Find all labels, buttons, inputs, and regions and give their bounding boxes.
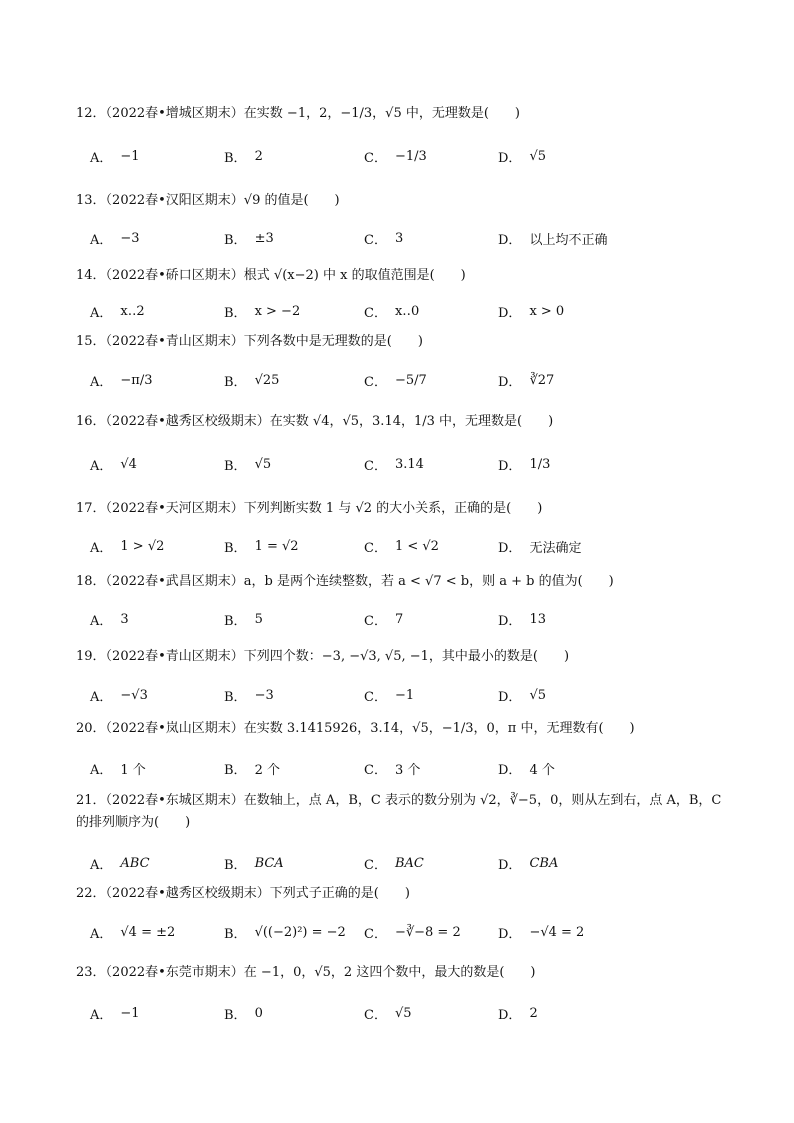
options-row [90,533,710,559]
option-text: 1 < √2 [394,538,439,554]
option-letter: A． [90,689,113,705]
option-text: CBA [529,855,559,871]
option-letter: A． [90,613,113,629]
question-stem: 22．（2022春•越秀区校级期末）下列式子正确的是( ) [76,886,410,901]
option-b[interactable] [224,919,346,945]
option-letter: B． [224,540,247,556]
option-text: 无法确定 [529,540,582,556]
option-text: −3 [120,230,140,246]
option-a[interactable] [90,143,140,169]
option-text: BAC [394,855,424,871]
option-c[interactable] [364,367,427,393]
option-a[interactable] [90,919,175,945]
option-text: √5 [529,687,546,703]
options-row [90,850,710,876]
option-letter: A． [90,150,113,166]
option-letter: B． [224,374,247,390]
option-text: 2 个 [254,762,280,778]
option-d[interactable] [498,533,581,559]
option-text: −1/3 [394,148,427,164]
option-letter: C． [364,689,387,705]
option-text: −√4 = 2 [529,924,585,940]
option-letter: D． [498,458,522,474]
option-text: 1 个 [120,762,146,778]
option-text: √((−2)²) = −2 [254,924,346,940]
option-b[interactable] [224,451,271,477]
option-text: 1 > √2 [120,538,165,554]
option-text: 3 [120,611,129,627]
option-letter: B． [224,232,247,248]
option-text: 1/3 [529,456,551,472]
option-letter: C． [364,305,387,321]
option-c[interactable] [364,606,403,632]
option-letter: C． [364,613,387,629]
option-d[interactable] [498,682,546,708]
option-letter: C． [364,150,387,166]
option-c[interactable] [364,682,414,708]
option-letter: D． [498,1007,522,1023]
option-letter: C． [364,232,387,248]
option-letter: D． [498,150,522,166]
option-letter: D． [498,232,522,248]
option-text: 3.14 [394,456,424,472]
option-letter: A． [90,374,113,390]
option-letter: B． [224,1007,247,1023]
option-text: 13 [529,611,546,627]
option-text: x > 0 [529,303,565,319]
option-a[interactable] [90,1000,140,1026]
option-a[interactable] [90,367,152,393]
option-letter: C． [364,458,387,474]
option-a[interactable] [90,533,164,559]
option-text: −∛−8 = 2 [394,924,461,940]
option-text: 2 [254,148,263,164]
option-letter: C． [364,1007,387,1023]
options-row [90,1000,710,1026]
option-text: −3 [254,687,274,703]
option-text: 5 [254,611,263,627]
option-letter: D． [498,374,522,390]
option-a[interactable] [90,606,129,632]
option-letter: D． [498,305,522,321]
option-b[interactable] [224,1000,263,1026]
option-text: x > −2 [254,303,301,319]
option-c[interactable] [364,225,403,251]
option-text: 0 [254,1005,263,1021]
option-text: −1 [120,148,140,164]
option-text: √25 [254,372,280,388]
option-d[interactable] [498,919,584,945]
option-letter: B． [224,762,247,778]
question-stem: 12．（2022春•增城区期末）在实数 −1，2，−1/3，√5 中，无理数是( ) [76,106,521,121]
option-letter: C． [364,926,387,942]
option-letter: C． [364,762,387,778]
option-a[interactable] [90,682,148,708]
option-b[interactable] [224,533,299,559]
option-letter: D． [498,540,522,556]
option-text: −1 [394,687,415,703]
option-text: ±3 [254,230,274,246]
option-d[interactable] [498,143,546,169]
option-letter: B． [224,613,247,629]
option-d[interactable] [498,367,554,393]
option-c[interactable] [364,755,420,781]
option-letter: B． [224,926,247,942]
option-d[interactable] [498,850,558,876]
option-letter: B． [224,150,247,166]
options-row [90,755,710,781]
option-text: x‥2 [120,303,145,319]
option-text: √4 = ±2 [120,924,176,940]
option-d[interactable] [498,1000,538,1026]
option-d[interactable] [498,451,550,477]
option-a[interactable] [90,755,146,781]
option-letter: D． [498,926,522,942]
option-b[interactable] [224,143,263,169]
option-text: 1 = √2 [254,538,299,554]
option-letter: D． [498,762,522,778]
option-letter: D． [498,857,522,873]
options-row [90,298,710,324]
option-text: √5 [254,456,272,472]
option-b[interactable] [224,367,279,393]
option-text: 7 [394,611,404,627]
question-stem: 15．（2022春•青山区期末）下列各数中是无理数的是( ) [76,334,423,349]
option-b[interactable] [224,682,274,708]
option-text: √4 [120,456,137,472]
option-b[interactable] [224,298,300,324]
option-letter: A． [90,458,113,474]
option-letter: D． [498,689,522,705]
option-letter: C． [364,374,387,390]
option-c[interactable] [364,143,427,169]
option-letter: B． [224,305,247,321]
option-letter: C． [364,857,387,873]
question-stem: 17．（2022春•天河区期末）下列判断实数 1 与 √2 的大小关系，正确的是( ) [76,501,543,516]
option-text: √5 [394,1005,412,1021]
options-row [90,919,710,945]
option-text: −5/7 [394,372,427,388]
option-text: ABC [120,855,150,871]
option-letter: A． [90,232,113,248]
option-letter: A． [90,926,113,942]
question-stem: 16．（2022春•越秀区校级期末）在实数 √4，√5，3.14，1/3 中，无理数是( ) [76,414,554,429]
option-b[interactable] [224,225,274,251]
option-text: 4 个 [529,762,555,778]
question-stem: 14．（2022春•硚口区期末）根式 √(x−2) 中 x 的取值范围是( ) [76,268,466,283]
question-stem: 13．（2022春•汉阳区期末）√9 的值是( ) [76,193,340,208]
option-text: 3 [394,230,404,246]
option-c[interactable] [364,451,424,477]
option-text: 3 个 [394,762,421,778]
option-c[interactable] [364,850,424,876]
option-letter: A． [90,1007,113,1023]
option-d[interactable] [498,755,555,781]
option-text: −1 [120,1005,140,1021]
option-letter: A． [90,540,113,556]
option-a[interactable] [90,850,150,876]
option-text: x‥0 [394,303,420,319]
option-c[interactable] [364,919,461,945]
option-a[interactable] [90,451,137,477]
options-row [90,367,710,393]
option-text: √5 [529,148,546,164]
option-b[interactable] [224,850,284,876]
option-letter: C． [364,540,387,556]
option-text: −π/3 [120,372,153,388]
options-row [90,606,710,632]
option-text: 以上均不正确 [529,232,608,248]
question-stem: 18．（2022春•武昌区期末）a，b 是两个连续整数，若 a < √7 < b，则 a + b 的值为( ) [76,574,614,589]
option-text: −√3 [120,687,148,703]
option-text: 2 [529,1005,538,1021]
question-stem: 20．（2022春•岚山区期末）在实数 3.1415926，3.1̇4̇，√5，−1/3，0，π 中，无理数有( ) [76,721,635,736]
option-b[interactable] [224,606,263,632]
option-letter: B． [224,689,247,705]
option-letter: B． [224,857,247,873]
question-stem: 23．（2022春•东莞市期末）在 −1，0，√5，2 这四个数中，最大的数是( ) [76,965,536,980]
question-stem: 19．（2022春•青山区期末）下列四个数：−3, −√3, √5, −1，其中最小的数是( ) [76,649,570,664]
option-text: BCA [254,855,284,871]
option-b[interactable] [224,755,280,781]
option-letter: A． [90,762,113,778]
option-d[interactable] [498,606,546,632]
option-letter: A． [90,305,113,321]
options-row [90,143,710,169]
option-a[interactable] [90,225,140,251]
options-row [90,225,710,251]
option-a[interactable] [90,298,145,324]
option-text: ∛27 [529,372,555,388]
question-stem: 21．（2022春•东城区期末）在数轴上，点 A，B，C 表示的数分别为 √2，∛−5，0，则从左到右，点 A，B，C 的排列顺序为( ) [76,793,722,830]
option-letter: D． [498,613,522,629]
option-c[interactable] [364,1000,412,1026]
option-c[interactable] [364,533,439,559]
option-d[interactable] [498,225,607,251]
option-c[interactable] [364,298,419,324]
option-letter: B． [224,458,247,474]
options-row [90,451,710,477]
option-d[interactable] [498,298,564,324]
options-row [90,682,710,708]
option-letter: A． [90,857,113,873]
